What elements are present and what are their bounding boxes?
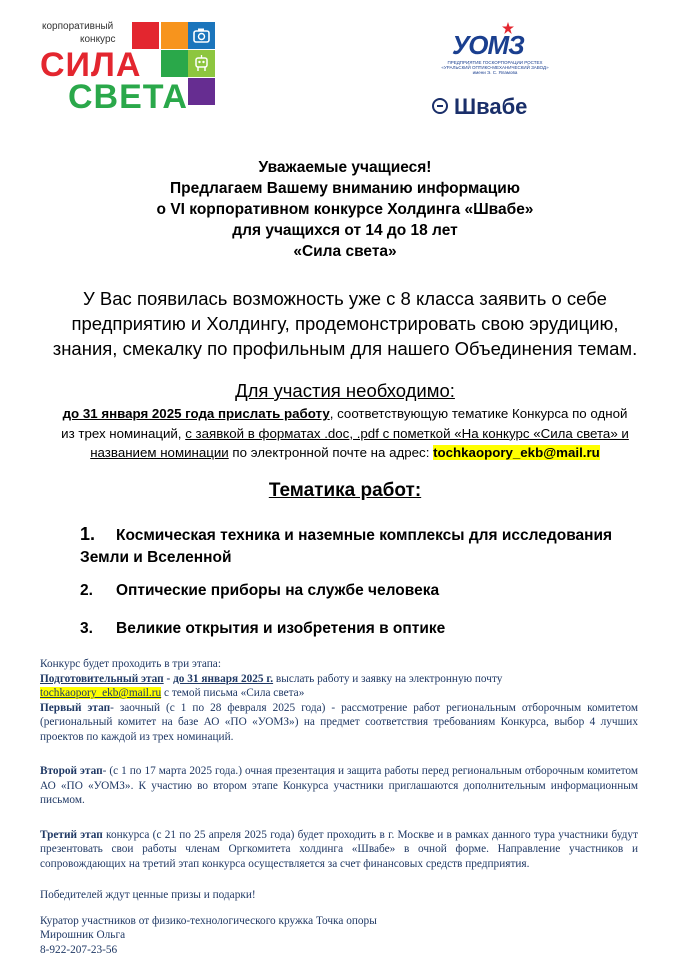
logo-caption-line1: корпоративный	[42, 21, 114, 32]
stages-intro: Конкурс будет проходить в три этапа:	[40, 658, 221, 670]
second-stage	[40, 764, 638, 808]
theme-item	[80, 523, 670, 569]
theme-number: 2.	[80, 582, 93, 599]
first-stage-label: Первый этап	[40, 701, 111, 714]
prep-stage-contact	[40, 686, 638, 701]
prep-stage	[40, 672, 638, 687]
theme-number: 1.	[80, 524, 96, 544]
logo-word-sveta: СВЕТА	[68, 78, 188, 116]
logo-word-sila: СИЛА	[40, 46, 142, 84]
curator-phone[interactable]: 8-922-207-23-56	[40, 943, 118, 956]
logo-tile-6	[188, 78, 215, 105]
heading-line: о VI корпоративном конкурсе Холдинга «Швабе»	[156, 201, 534, 218]
nomination-text: названием номинации	[90, 445, 229, 460]
logo-caption-line2: конкурс	[80, 34, 116, 45]
intro-paragraph	[30, 286, 660, 361]
first-stage-text: - заочный (с 1 по 28 февраля 2025 года) - рассмотрение работ региональным отборочным комитетом (региональный комитет на базе АО «ПО «УОМЗ») на предмет соответствия требованиям Конкурса, выбор 4 лучших проектов по каждой из трех номинаций.	[40, 701, 638, 743]
heading-line: Предлагаем Вашему вниманию информацию	[169, 180, 521, 197]
shvabe-wordmark: Швабе	[454, 94, 528, 119]
participation-text-1: , соответствующую тематике Конкурса по одной	[329, 406, 628, 421]
logo-tile-1	[132, 22, 159, 49]
shvabe-logo	[432, 95, 542, 121]
theme-text: Оптические приборы на службе человека	[116, 582, 440, 599]
theme-text: Космическая техника и наземные комплексы для исследования	[116, 527, 613, 544]
prep-stage-deadline: до 31 января 2025 г.	[173, 672, 274, 685]
prizes-text: Победителей ждут ценные призы и подарки!	[40, 889, 256, 901]
theme-number: 3.	[80, 620, 93, 637]
uomz-logo	[440, 30, 550, 80]
theme-text-continued: Земли и Вселенной	[80, 549, 232, 566]
shvabe-circle-icon	[432, 98, 448, 114]
prep-stage-subject: с темой письма «Сила света»	[161, 687, 305, 699]
intro-line: знания, смекалку по профильным для нашего Объединения темам.	[52, 338, 638, 359]
uomz-subtitle: ПРЕДПРИЯТИЕ ГОСКОРПОРАЦИИ РОСТЕХ «УРАЛЬСКИЙ ОПТИКО-МЕХАНИЧЕСКИЙ ЗАВОД» имени Э. С. Яламова	[441, 60, 549, 75]
theme-item	[80, 618, 670, 640]
logo-tile-4	[161, 50, 188, 77]
first-stage	[40, 701, 638, 745]
uomz-wordmark: УОМЗ	[452, 30, 524, 60]
prep-stage-email[interactable]: tochkaopory_ekb@mail.ru	[40, 687, 162, 699]
logo-robot-tile	[188, 50, 215, 77]
third-stage	[40, 828, 638, 872]
heading-line: «Сила света»	[293, 243, 397, 260]
theme-text: Великие открытия и изобретения в оптике	[116, 620, 446, 637]
prep-stage-text: выслать работу и заявку на электронную почту	[273, 672, 503, 685]
second-stage-label: Второй этап	[40, 765, 103, 777]
intro-line: У Вас появилась возможность уже с 8 класса заявить о себе	[83, 288, 607, 309]
participation-title: Для участия необходимо:	[235, 380, 455, 401]
theme-item	[80, 580, 670, 602]
participation-text-3: по электронной почте на адрес:	[228, 445, 434, 460]
stages-section	[40, 657, 638, 957]
intro-line: предприятию и Холдингу, продемонстрировать свою эрудицию,	[71, 313, 619, 334]
prep-stage-dash: -	[163, 672, 174, 685]
heading-line: Уважаемые учащиеся!	[258, 159, 432, 176]
themes-title: Тематика работ:	[268, 480, 422, 501]
letter-heading	[0, 157, 690, 262]
prep-stage-label: Подготовительный этап	[40, 672, 164, 685]
curator-name: Мирошник Ольга	[40, 929, 126, 941]
curator-line: Куратор участников от физико-технологического кружка Точка опоры	[40, 914, 377, 927]
formats-text: с заявкой в форматах .doc, .pdf с пометкой «На конкурс «Сила света» и	[185, 425, 629, 441]
second-stage-text: - (с 1 по 17 марта 2025 года.) очная презентация и защита работы перед региональным отборочным комитетом АО «ПО «УОМЗ». К участию во втором этапе Конкурса участники приглашаются дополнительным информационным письмом.	[40, 765, 638, 806]
participation-text	[30, 404, 660, 463]
third-stage-text: конкурса (с 21 по 25 апреля 2025 года) будет проходить в г. Москве и в рамках данного тура участники будут презентовать свои работы членам Оргкомитета холдинга «Швабе» в очной форме. Направление участников и сопровождающих на третий этап конкурса осуществляется за счет финансовых средств предприятия.	[40, 828, 639, 870]
heading-line: для учащихся от 14 до 18 лет	[232, 222, 458, 239]
sila-sveta-logo	[40, 18, 215, 116]
deadline-text: до 31 января 2025 года прислать работу	[62, 406, 330, 421]
contact-email[interactable]: tochkaopory_ekb@mail.ru	[433, 445, 600, 460]
logo-tile-2	[161, 22, 188, 49]
logo-camera-tile	[188, 22, 215, 49]
third-stage-label: Третий этап	[40, 828, 103, 841]
participation-text-2: из трех номинаций,	[61, 425, 186, 441]
